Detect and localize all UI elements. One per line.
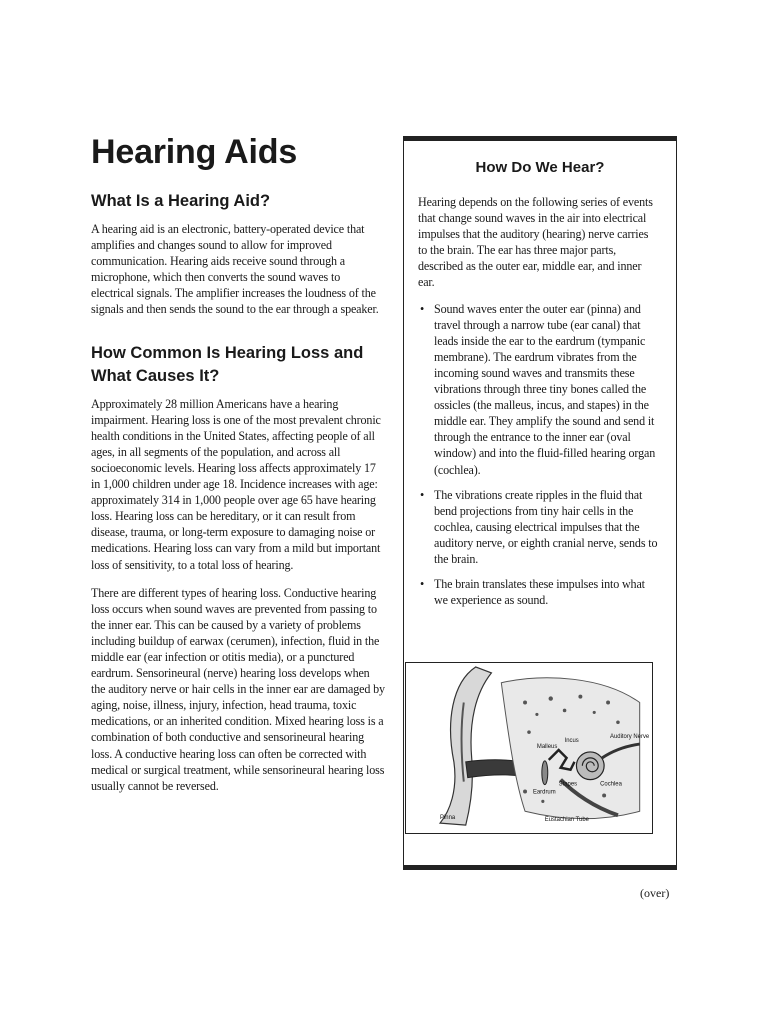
- page-continuation-note: (over): [640, 886, 670, 900]
- label-malleus: Malleus: [536, 744, 558, 750]
- paragraph-what-is-hearing-aid: A hearing aid is an electronic, battery-operated device that amplifies and changes sound to allow for improved communication. Hearing aids receive sound through a microphone, which then converts the sound waves to electrical signals. The amplifier increases the loudness of the signals and then sends the sound to the ear through a speaker.: [91, 222, 379, 317]
- label-eardrum: Eardrum: [532, 789, 556, 796]
- paragraph-hearing-loss-types: There are different types of hearing loss. Conductive hearing loss occurs when sound waves are prevented from passing to the inner ear. This can be caused by a variety of problems including buildup of earwax (cerumen), infection, fluid in the middle ear (ear infection or otitis media), or a punctured eardrum. Sensorineural (nerve) hearing loss develops when the auditory nerve or hair cells in the inner ear are damaged by aging, noise, illness, injury, infection, head trauma, toxic medications, or an inherited condition. Mixed hearing loss is a combination of both conductive and sensorineural hearing loss. A conductive hearing loss can often be corrected with medical or surgical treatment, while sensorineural hearing loss usually cannot be reversed.: [91, 585, 385, 793]
- label-incus: Incus: [564, 738, 579, 745]
- list-item: • Sound waves enter the outer ear (pinna) and travel through a narrow tube (ear canal) that leads inside the ear to the eardrum (tympanic membrane). The eardrum vibrates from the incoming sound waves and transmits these vibrations through three tiny bones called the ossicles (the malleus, incus, and stapes) in the middle ear. They amplify the sound and send it through the entrance to the inner ear (oval window) and into the fluid-filled hearing organ (cochlea).: [420, 301, 656, 477]
- label-pinna: Pinna: [440, 815, 456, 822]
- sidebar-bullet-list: [418, 301, 658, 609]
- label-auditory-nerve: Auditory Nerve: [610, 734, 650, 741]
- paragraph-hearing-loss-prevalence: Approximately 28 million Americans have a hearing impairment. Hearing loss is one of the most prevalent chronic health conditions in the United States, affecting people of all ages, in all segments of the population, and across all socioeconomic levels. Hearing loss affects approximately 17 in 1,000 children under age 18. Incidence increases with age: approximately 314 in 1,000 people over age 65 have hearing loss. Hearing loss can be hereditary, or it can result from disease, trauma, or long-term exposure to damaging noise or medications. Hearing loss can vary from a mild but important loss of sensitivity, to a total loss of hearing.: [91, 396, 381, 572]
- heading-what-is-hearing-aid: What Is a Hearing Aid?: [91, 192, 271, 210]
- bullet-icon: •: [420, 301, 425, 316]
- bullet-icon: •: [420, 577, 425, 592]
- ear-anatomy-illustration: [405, 662, 653, 834]
- list-item: • The brain translates these impulses into what we experience as sound.: [420, 577, 645, 608]
- sidebar-intro: Hearing depends on the following series of events that change sound waves in the air into electrical impulses that the auditory (hearing) nerve carries to the brain. The ear has three major parts, described as the outer ear, middle ear, and inner ear.: [418, 195, 653, 290]
- label-cochlea: Cochlea: [600, 781, 622, 788]
- list-item: • The vibrations create ripples in the fluid that bend projections from tiny hair cells in the cochlea, causing electrical impulses that the auditory nerve, or eighth cranial nerve, sends to the brain.: [420, 487, 658, 566]
- ear-diagram-icon: [406, 663, 652, 833]
- left-column: [91, 190, 385, 806]
- sidebar-how-do-we-hear: [403, 136, 677, 870]
- bullet-icon: •: [420, 487, 425, 502]
- sidebar-heading: How Do We Hear?: [475, 159, 605, 176]
- page-title: Hearing Aids: [91, 133, 298, 171]
- label-eustachian-tube: Eustachian Tube: [544, 817, 589, 824]
- label-stapes: Stapes: [558, 781, 578, 788]
- heading-hearing-loss-causes: How Common Is Hearing Loss and What Causes It?: [91, 343, 364, 385]
